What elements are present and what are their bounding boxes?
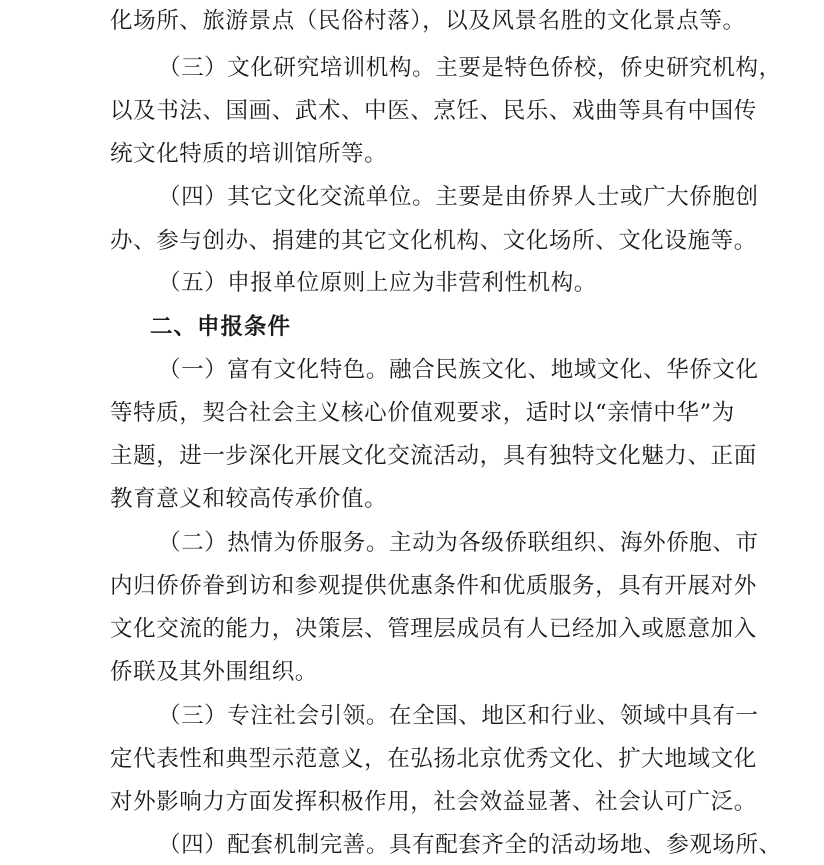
text-line: 定代表性和典型示范意义，在弘扬北京优秀文化、扩大地域文化	[110, 746, 757, 772]
text-line: 侨联及其外围组织。	[110, 659, 318, 685]
section-heading: 二、申报条件	[150, 314, 292, 340]
text-line: （四）其它文化交流单位。主要是由侨界人士或广大侨胞创	[158, 184, 759, 210]
text-line: 化场所、旅游景点（民俗村落），以及风景名胜的文化景点等。	[110, 8, 746, 34]
text-line: （一）富有文化特色。融合民族文化、地域文化、华侨文化	[158, 357, 759, 383]
text-line: （三）文化研究培训机构。主要是特色侨校，侨史研究机构，	[158, 55, 782, 81]
text-line: 以及书法、国画、武术、中医、烹饪、民乐、戏曲等具有中国传	[110, 98, 757, 124]
text-line: 统文化特质的培训馆所等。	[110, 141, 388, 167]
text-line: （三）专注社会引领。在全国、地区和行业、领域中具有一	[158, 703, 759, 729]
text-line: 等特质，契合社会主义核心价值观要求，适时以“亲情中华”为	[110, 400, 735, 426]
text-line: （四）配套机制完善。具有配套齐全的活动场地、参观场所、	[158, 832, 782, 858]
text-line: （五）申报单位原则上应为非营利性机构。	[158, 270, 597, 296]
text-line: 教育意义和较高传承价值。	[110, 486, 388, 512]
text-line: 主题，进一步深化开展文化交流活动，具有独特文化魅力、正面	[110, 443, 757, 469]
text-line: 对外影响力方面发挥积极作用，社会效益显著、社会认可广泛。	[110, 789, 757, 815]
text-line: 文化交流的能力，决策层、管理层成员有人已经加入或愿意加入	[110, 616, 757, 642]
text-line: 内归侨侨眷到访和参观提供优惠条件和优质服务，具有开展对外	[110, 573, 757, 599]
text-line: 办、参与创办、捐建的其它文化机构、文化场所、文化设施等。	[110, 228, 757, 254]
text-line: （二）热情为侨服务。主动为各级侨联组织、海外侨胞、市	[158, 530, 759, 556]
